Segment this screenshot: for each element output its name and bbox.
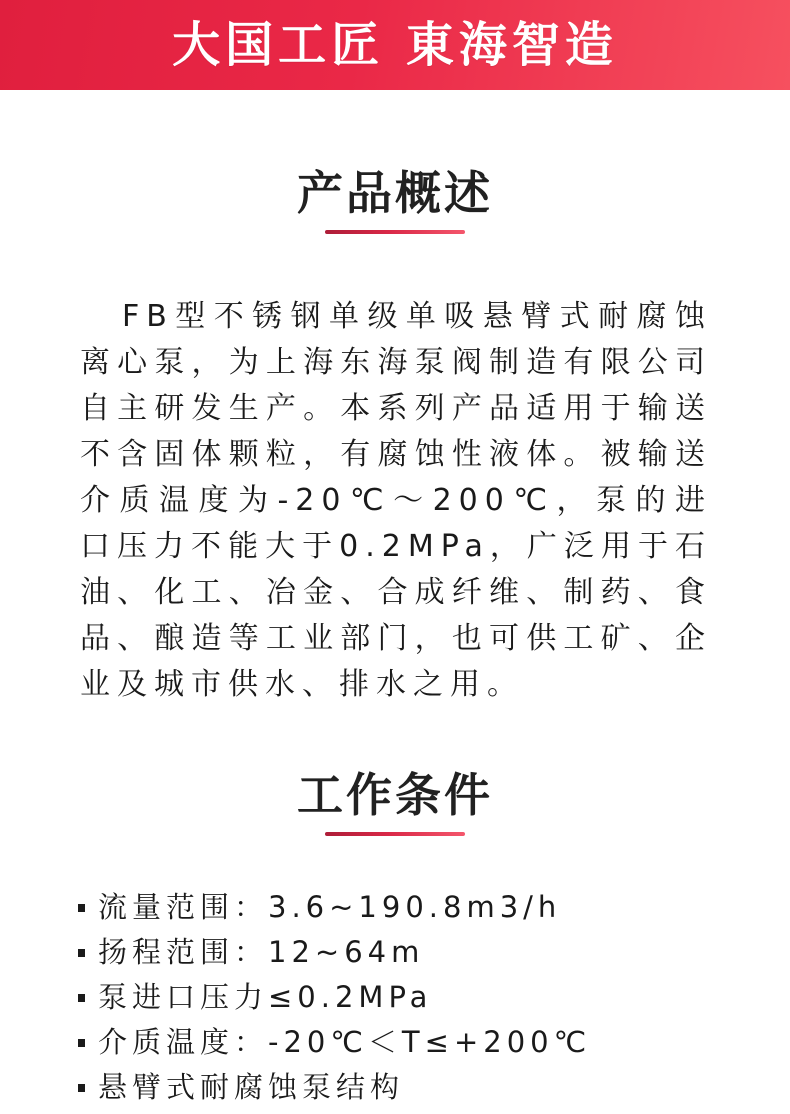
overview-paragraph: FB型不锈钢单级单吸悬臂式耐腐蚀离心泵，为上海东海泵阀制造有限公司自主研发生产。本系列产品适用于输送不含固体颗粒，有腐蚀性液体。被输送介质温度为-20℃～200℃，泵的进口压力不能大于0.2MPa，广泛用于石油、化工、冶金、合成纤维、制药、食品、酿造等工业部门，也可供工矿、企业及城市供水、排水之用。	[80, 299, 712, 702]
header-banner	[0, 0, 790, 90]
section-title-overview: 产品概述	[297, 166, 493, 220]
condition-text: 流量范围：3.6~190.8m3/h	[98, 890, 562, 924]
bullet-icon	[78, 1084, 85, 1092]
bullet-icon	[78, 994, 85, 1002]
list-item	[78, 892, 750, 922]
banner-title: 大国工匠 東海智造	[172, 17, 618, 73]
section-title-conditions: 工作条件	[297, 768, 493, 822]
condition-text: 悬臂式耐腐蚀泵结构	[98, 1070, 405, 1104]
condition-text: 扬程范围：12~64m	[98, 935, 425, 969]
bullet-icon	[78, 904, 85, 912]
title-underline-accent	[325, 832, 465, 836]
conditions-list	[78, 892, 750, 1102]
list-item	[78, 1072, 750, 1102]
bullet-icon	[78, 949, 85, 957]
list-item	[78, 1027, 750, 1057]
bullet-icon	[78, 1039, 85, 1047]
condition-text: 泵进口压力≤0.2MPa	[98, 980, 433, 1014]
list-item	[78, 937, 750, 967]
title-underline-accent	[325, 230, 465, 234]
condition-text: 介质温度：-20℃＜T≤+200℃	[98, 1025, 592, 1059]
list-item	[78, 982, 750, 1012]
